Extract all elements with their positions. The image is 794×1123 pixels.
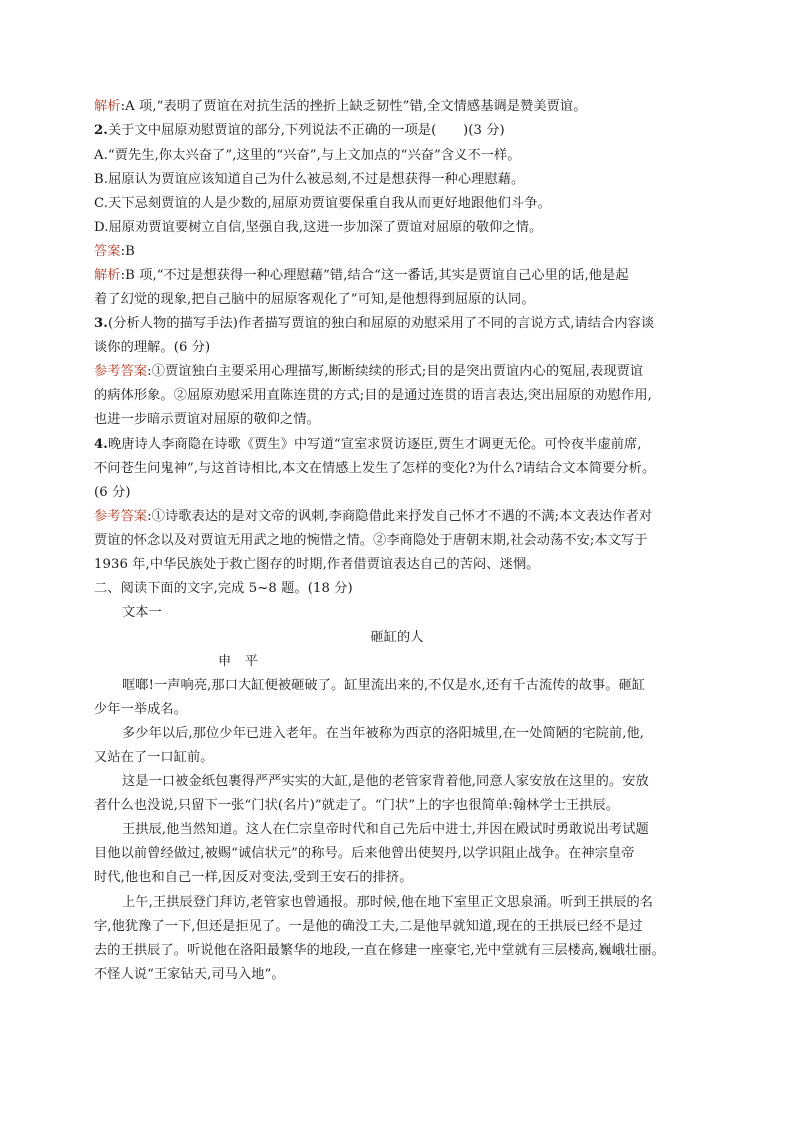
section-heading: 二、阅读下面的文字,完成 5~8 题。(18 分) <box>94 581 353 596</box>
q4-reference-cont: 贾谊的怀念以及对贾谊无用武之地的惋惜之情。②李商隐处于唐朝末期,社会动荡不安;本文写于 <box>94 533 648 548</box>
option-b: B.屈原认为贾谊应该知道自己为什么被忌刻,不过是想获得一种心理慰藉。 <box>94 172 525 187</box>
paragraph-5-cont: 不怪人说“王家钻天,司马入地”。 <box>94 967 285 982</box>
analysis-label: 解析 <box>94 99 121 114</box>
paragraph-5-cont: 去的王拱辰了。听说他在洛阳最繁华的地段,一直在修建一座豪宅,光中堂就有三层楼高,巍峨壮丽。 <box>94 943 665 958</box>
q3-reference-answer: 参考答案:①贾谊独白主要采用心理描写,断断续续的形式;目的是突出贾谊内心的冤屈,表现贾谊 <box>94 364 644 379</box>
question-number: 4. <box>94 437 108 452</box>
q4-reference-answer: 参考答案:①诗歌表达的是对文帝的讽刺,李商隐借此来抒发自己怀才不遇的不满;本文表达作者对 <box>94 509 653 524</box>
paragraph-5-cont: 字,他犹豫了一下,但还是拒见了。一是他的确没工夫,二是他早就知道,现在的王拱辰已经不是过 <box>94 919 643 934</box>
option-d: D.屈原劝贾谊要树立自信,坚强自我,这进一步加深了贾谊对屈原的敬仰之情。 <box>94 220 543 235</box>
story-author: 申 平 <box>218 654 258 669</box>
q4-reference-cont: 1936 年,中华民族处于救亡图存的时期,作者借贾谊表达自己的苦闷、迷惘。 <box>94 557 540 572</box>
paragraph-4-cont: 目他以前曾经做过,被赐“诚信状元”的称号。后来他曾出使契丹,以学识阻止战争。在神宗皇帝 <box>94 846 635 861</box>
paragraph-3: 这是一口被金纸包裹得严严实实的大缸,是他的老管家背着他,同意人家安放在这里的。安放 <box>122 774 649 789</box>
question-number: 2. <box>94 123 108 138</box>
answer-label: 答案 <box>94 244 121 259</box>
paragraph-2: 多少年以后,那位少年已进入老年。在当年被称为西京的洛阳城里,在一处简陋的宅院前,他, <box>122 726 645 741</box>
paragraph-1: 哐啷!一声响亮,那口大缸便被砸破了。缸里流出来的,不仅是水,还有千古流传的故事。砸缸 <box>122 678 646 693</box>
q1-analysis: 解析:A 项,“表明了贾谊在对抗生活的挫折上缺乏韧性”错,全文情感基调是赞美贾谊。 <box>94 99 587 114</box>
q2-answer: 答案:B <box>94 244 135 259</box>
q2-analysis: 解析:B 项,“不过是想获得一种心理慰藉”错,结合“这一番话,其实是贾谊自己心里的话,他是起 <box>94 268 629 283</box>
question-4-cont: 不问苍生问鬼神”,与这首诗相比,本文在情感上发生了怎样的变化?为什么?请结合文本简要分析。 <box>94 461 656 476</box>
question-4-cont: (6 分) <box>94 485 131 500</box>
paragraph-4-cont: 时代,他也和自己一样,因反对变法,受到王安石的排挤。 <box>94 870 413 885</box>
option-c: C.天下忌刻贾谊的人是少数的,屈原劝贾谊要保重自我从而更好地跟他们斗争。 <box>94 196 551 211</box>
analysis-label: 解析 <box>94 268 121 283</box>
paragraph-1-cont: 少年一举成名。 <box>94 702 188 717</box>
reference-label: 参考答案 <box>94 364 148 379</box>
question-3-cont: 谈你的理解。(6 分) <box>94 340 211 355</box>
paragraph-5: 上午,王拱辰登门拜访,老管家也曾通报。那时候,他在地下室里正文思泉涌。听到王拱辰的名 <box>122 895 654 910</box>
q2-analysis-cont: 着了幻觉的现象,把自己脑中的屈原客观化了”可知,是他想得到屈原的认同。 <box>94 292 535 307</box>
question-2: 2.关于文中屈原劝慰贾谊的部分,下列说法不正确的一项是( )(3 分) <box>94 123 505 138</box>
paragraph-2-cont: 又站在了一口缸前。 <box>94 750 214 765</box>
paragraph-4: 王拱辰,他当然知道。这人在仁宗皇帝时代和自己先后中进士,并因在殿试时勇敢说出考试题 <box>122 822 649 837</box>
text-label: 文本一 <box>122 605 162 620</box>
question-number: 3. <box>94 316 108 331</box>
question-3: 3.(分析人物的描写手法)作者描写贾谊的独白和屈原的劝慰采用了不同的言说方式,请结合内容谈 <box>94 316 655 331</box>
q3-reference-cont: 的病体形象。②屈原劝慰采用直陈连贯的方式;目的是通过连贯的语言表达,突出屈原的劝慰作用, <box>94 388 652 403</box>
story-title: 砸缸的人 <box>370 630 424 645</box>
option-a: A.“贾先生,你太兴奋了”,这里的“兴奋”,与上文加点的“兴奋”含义不一样。 <box>94 148 521 163</box>
q3-reference-cont: 也进一步暗示贾谊对屈原的敬仰之情。 <box>94 412 320 427</box>
reference-label: 参考答案 <box>94 509 148 524</box>
question-4: 4.晚唐诗人李商隐在诗歌《贾生》中写道“宣室求贤访逐臣,贾生才调更无伦。可怜夜半虚前席, <box>94 437 642 452</box>
paragraph-3-cont: 者什么也没说,只留下一张“门状(名片)”就走了。“门状”上的字也很简单:翰林学士王拱辰。 <box>94 798 620 813</box>
